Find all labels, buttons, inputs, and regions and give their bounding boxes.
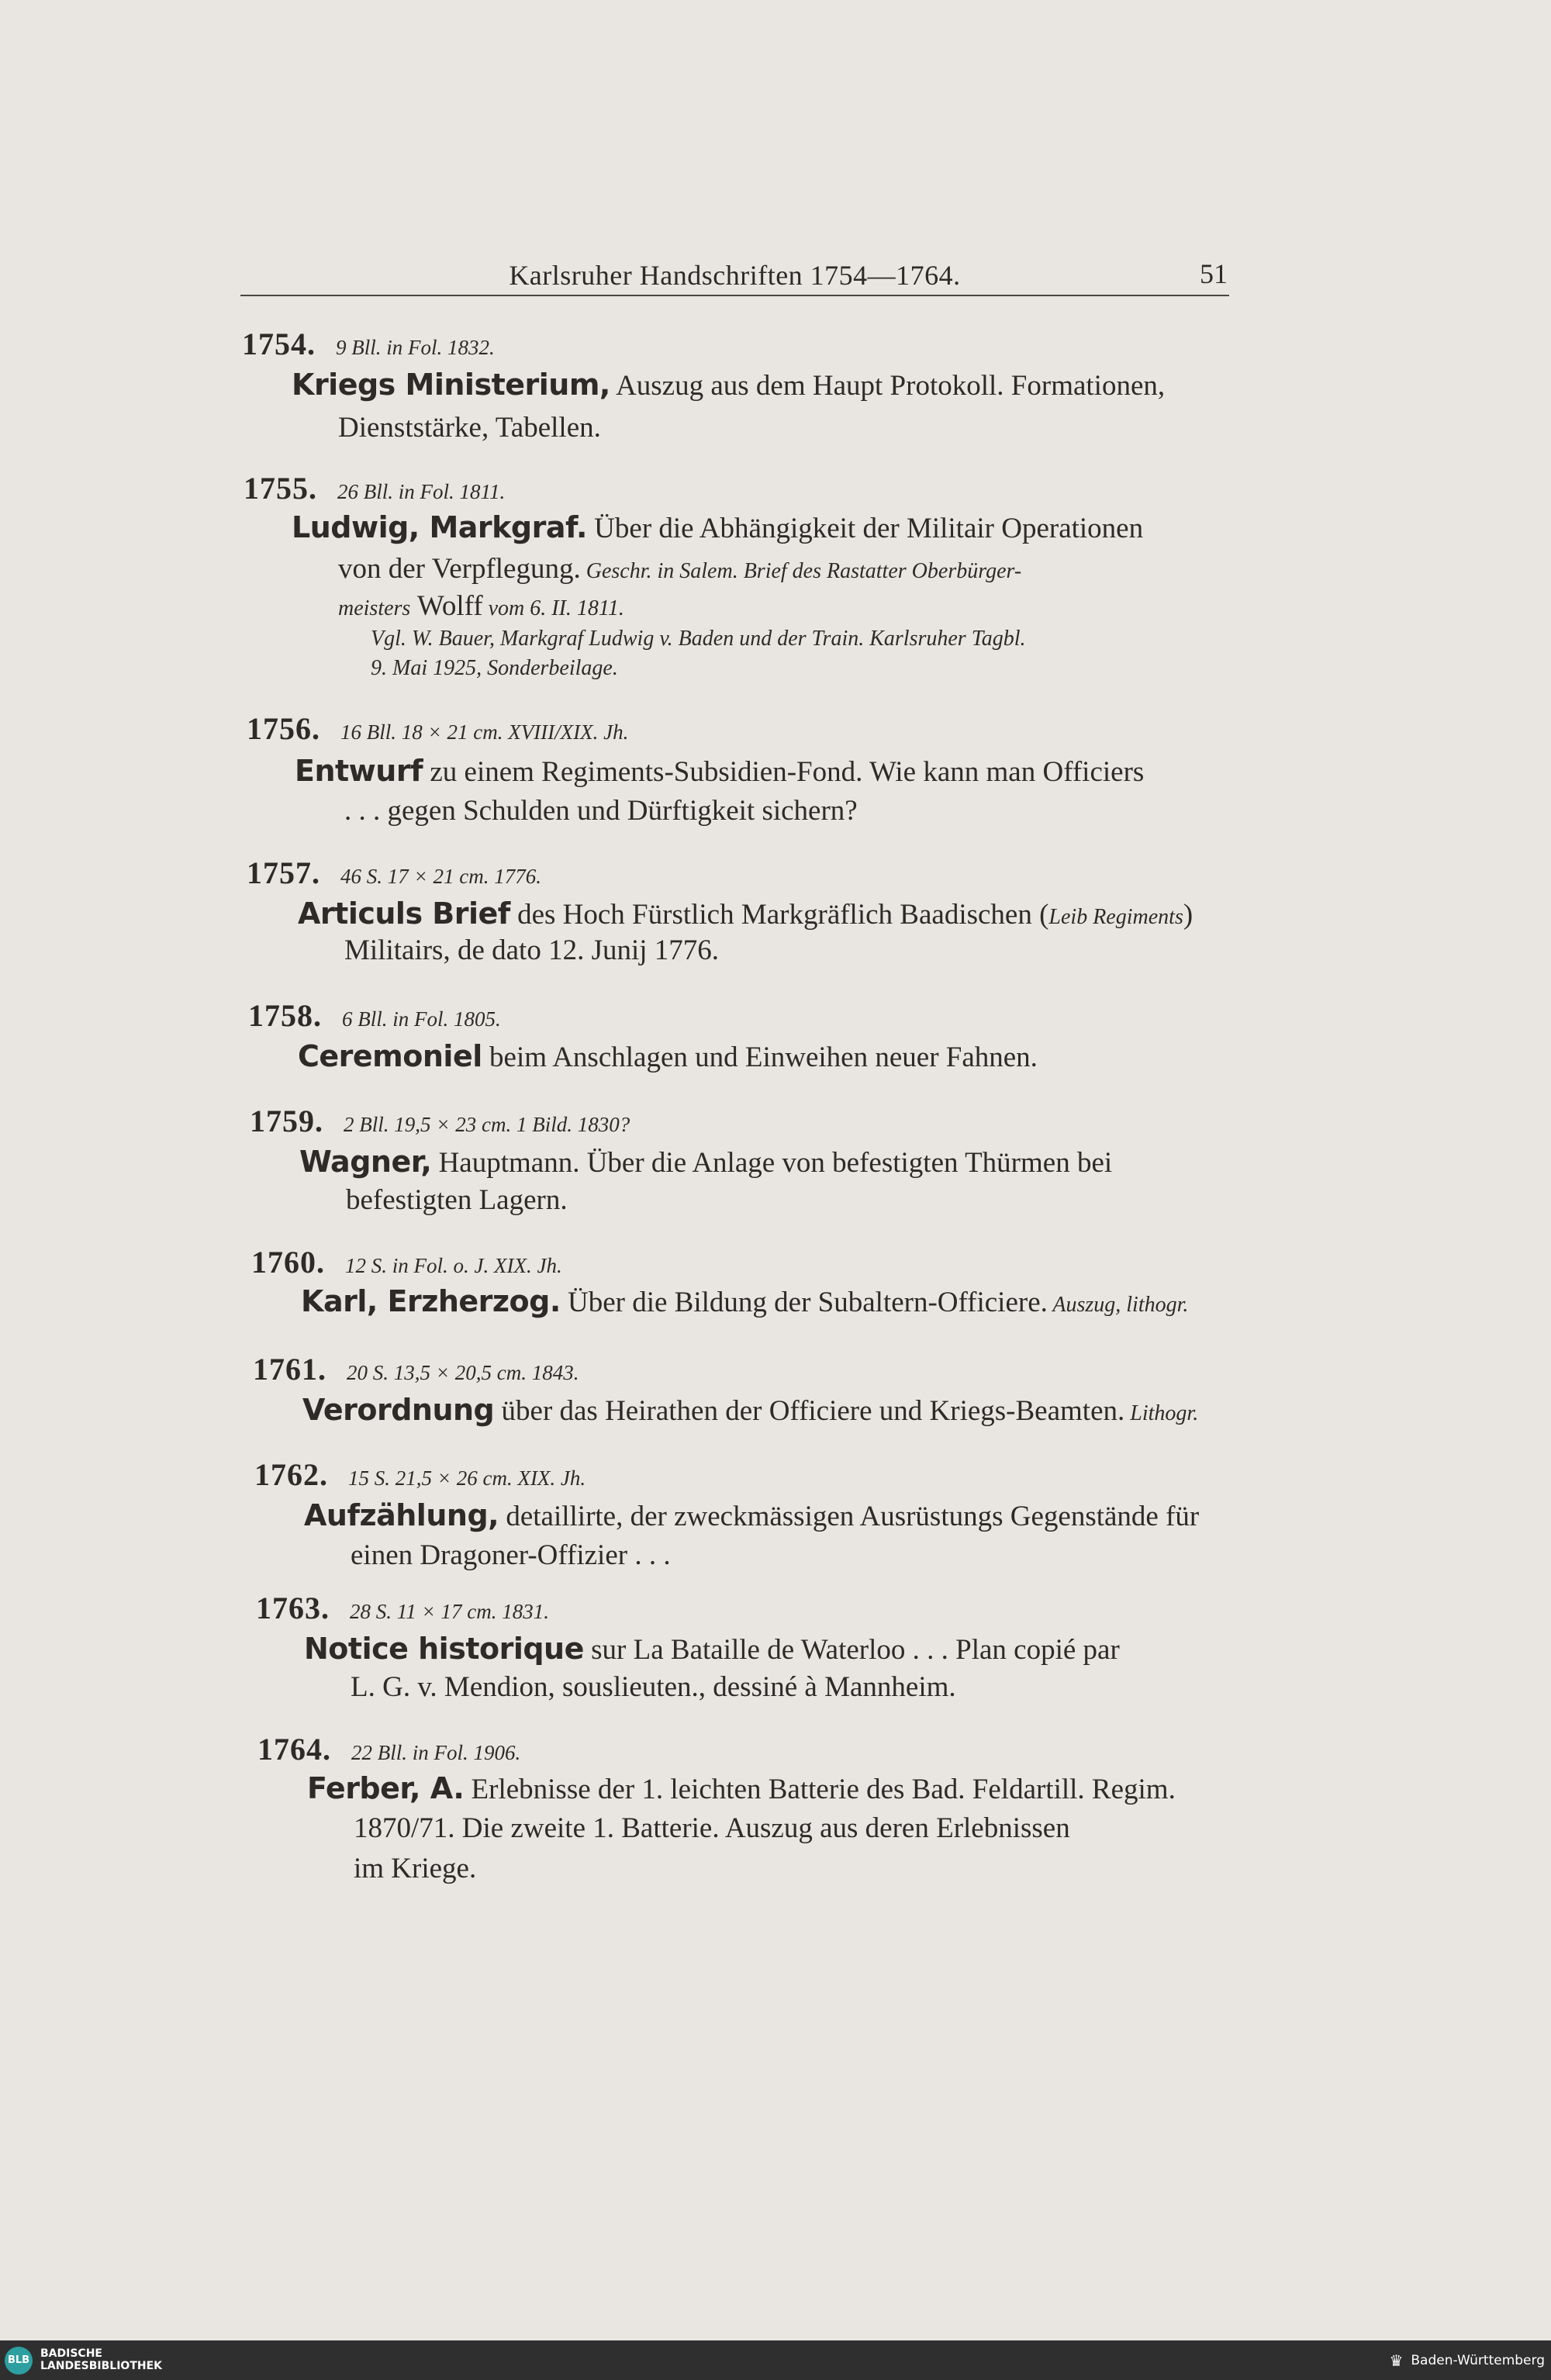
entry-meta bbox=[247, 855, 541, 891]
library-name bbox=[40, 2347, 162, 2372]
state-logo[interactable] bbox=[1389, 2351, 1545, 2370]
entry-note: Vgl. W. Bauer, Markgraf Ludwig v. Baden und der Train. Karlsruher Tagbl. bbox=[371, 627, 1026, 651]
entry-keyword: Ferber, A. bbox=[307, 1771, 465, 1805]
entry-meta bbox=[247, 710, 628, 747]
entry-text: Dienststärke, Tabellen. bbox=[338, 412, 601, 444]
entry-text-italic: meisters bbox=[338, 596, 411, 620]
entry-meta bbox=[254, 1456, 586, 1493]
entry-number: 1756. bbox=[247, 711, 320, 746]
running-header bbox=[240, 256, 1229, 296]
entry-number: 1762. bbox=[254, 1457, 328, 1492]
entry-meta bbox=[257, 1731, 520, 1767]
entry-description: 46 S. 17 × 21 cm. 1776. bbox=[340, 865, 541, 888]
entry-line bbox=[301, 1283, 1188, 1324]
entry-line bbox=[304, 1497, 1199, 1535]
library-name-line: BADISCHE bbox=[40, 2347, 102, 2360]
entry-keyword: Verordnung bbox=[302, 1393, 495, 1427]
entry-line bbox=[299, 1143, 1112, 1182]
entry-text: Militairs, de dato 12. Junij 1776. bbox=[344, 934, 720, 966]
entry-text-italic: Lithogr. bbox=[1124, 1401, 1199, 1425]
entry-meta bbox=[250, 1103, 630, 1139]
entry-meta bbox=[251, 1244, 562, 1280]
library-name-line: LANDESBIBLIOTHEK bbox=[40, 2360, 163, 2372]
coat-of-arms-icon: ♛ bbox=[1389, 2351, 1404, 2370]
entry-description: 22 Bll. in Fol. 1906. bbox=[351, 1741, 521, 1764]
entry-text: Auszug aus dem Haupt Protokoll. Formationen, bbox=[610, 370, 1166, 402]
entry-meta bbox=[253, 1351, 579, 1387]
entry-text: . . . gegen Schulden und Dürftigkeit sichern? bbox=[344, 795, 858, 827]
entry-number: 1754. bbox=[242, 326, 316, 361]
entry-number: 1758. bbox=[248, 998, 322, 1033]
entry-keyword: Articuls Brief bbox=[298, 896, 510, 931]
entry-text: von der Verpflegung. bbox=[338, 553, 581, 585]
entry-line bbox=[292, 366, 1165, 405]
entry-keyword: Entwurf bbox=[295, 754, 423, 788]
entry-keyword: Ludwig, Markgraf. bbox=[292, 510, 587, 544]
entry-keyword: Aufzählung, bbox=[304, 1498, 499, 1532]
entry-line bbox=[302, 1391, 1198, 1432]
entry-number: 1759. bbox=[250, 1104, 323, 1138]
entry-note: 9. Mai 1925, Sonderbeilage. bbox=[371, 656, 618, 680]
entry-number: 1757. bbox=[247, 855, 320, 890]
entry-description: 16 Bll. 18 × 21 cm. XVIII/XIX. Jh. bbox=[340, 720, 629, 744]
entry-number: 1761. bbox=[253, 1352, 326, 1387]
entry-keyword: Notice historique bbox=[304, 1632, 584, 1666]
entry-description: 28 S. 11 × 17 cm. 1831. bbox=[350, 1600, 549, 1623]
entry-line bbox=[292, 509, 1143, 548]
entry-text: Wolff bbox=[410, 590, 483, 622]
entry-text: des Hoch Fürstlich Markgräflich Baadischen ( bbox=[510, 899, 1049, 931]
entry-text: 1870/71. Die zweite 1. Batterie. Auszug aus deren Erlebnissen bbox=[354, 1812, 1070, 1844]
entry-number: 1763. bbox=[256, 1591, 330, 1625]
entry-meta bbox=[256, 1590, 549, 1626]
page-number: 51 bbox=[1200, 258, 1228, 289]
entry-text: Hauptmann. Über die Anlage von befestigten Thürmen bei bbox=[431, 1147, 1113, 1179]
entry-text: detaillirte, der zweckmässigen Ausrüstungs Gegenstände für bbox=[499, 1501, 1200, 1532]
entry-line bbox=[298, 895, 1193, 936]
entry-line bbox=[307, 1770, 1176, 1808]
state-label: Baden-Württemberg bbox=[1411, 2353, 1545, 2368]
entry-text: im Kriege. bbox=[354, 1853, 477, 1884]
entry-line bbox=[304, 1630, 1120, 1669]
entry-text: zu einem Regiments-Subsidien-Fond. Wie kann man Officiers bbox=[423, 756, 1145, 788]
entry-text: befestigten Lagern. bbox=[346, 1184, 568, 1216]
entry-keyword: Wagner, bbox=[299, 1145, 432, 1179]
entry-description: 9 Bll. in Fol. 1832. bbox=[336, 336, 495, 359]
entry-line bbox=[338, 551, 1021, 590]
entry-text: Über die Abhängigkeit der Militair Operationen bbox=[586, 513, 1144, 544]
entry-meta bbox=[244, 470, 505, 506]
entry-text: Erlebnisse der 1. leichten Batterie des Bad. Feldartill. Regim. bbox=[464, 1774, 1176, 1805]
entry-text-italic: Auszug, lithogr. bbox=[1047, 1293, 1189, 1317]
entry-keyword: Karl, Erzherzog. bbox=[301, 1284, 561, 1318]
entry-meta bbox=[242, 326, 495, 362]
blb-logo-icon[interactable]: BLB bbox=[5, 2347, 33, 2375]
entry-text-italic: vom 6. II. 1811. bbox=[482, 596, 624, 620]
entry-text: L. G. v. Mendion, souslieuten., dessiné à Mannheim. bbox=[351, 1671, 956, 1703]
entry-text-italic: Geschr. in Salem. Brief des Rastatter Oberbürger- bbox=[580, 559, 1022, 583]
entry-text: beim Anschlagen und Einweihen neuer Fahnen. bbox=[482, 1041, 1038, 1073]
entry-description: 2 Bll. 19,5 × 23 cm. 1 Bild. 1830? bbox=[344, 1113, 630, 1136]
entry-description: 20 S. 13,5 × 20,5 cm. 1843. bbox=[347, 1361, 579, 1384]
entry-line bbox=[298, 1038, 1038, 1076]
entry-number: 1764. bbox=[257, 1732, 331, 1767]
entry-text: Über die Bildung der Subaltern-Officiere. bbox=[560, 1287, 1048, 1318]
header-title: Karlsruher Handschriften 1754—1764. bbox=[509, 260, 961, 291]
entry-description: 15 S. 21,5 × 26 cm. XIX. Jh. bbox=[348, 1466, 586, 1490]
entry-line bbox=[338, 588, 624, 627]
entry-line bbox=[295, 752, 1144, 791]
entry-text-italic: Leib Regiments bbox=[1048, 905, 1183, 929]
entry-text: über das Heirathen der Officiere und Kriegs-Beamten. bbox=[494, 1395, 1125, 1427]
entry-number: 1760. bbox=[251, 1245, 325, 1280]
viewer-footer-bar bbox=[0, 2340, 1551, 2380]
entry-text: sur La Bataille de Waterloo . . . Plan copié par bbox=[583, 1634, 1120, 1666]
entry-description: 26 Bll. in Fol. 1811. bbox=[337, 480, 506, 503]
entry-description: 6 Bll. in Fol. 1805. bbox=[342, 1007, 501, 1031]
entry-description: 12 S. in Fol. o. J. XIX. Jh. bbox=[345, 1254, 562, 1277]
entry-number: 1755. bbox=[244, 471, 317, 506]
entry-keyword: Kriegs Ministerium, bbox=[292, 368, 610, 402]
entry-text: einen Dragoner-Offizier . . . bbox=[351, 1539, 671, 1571]
entry-meta bbox=[248, 997, 501, 1034]
entry-text: ) bbox=[1183, 899, 1193, 931]
entry-keyword: Ceremoniel bbox=[298, 1039, 482, 1073]
